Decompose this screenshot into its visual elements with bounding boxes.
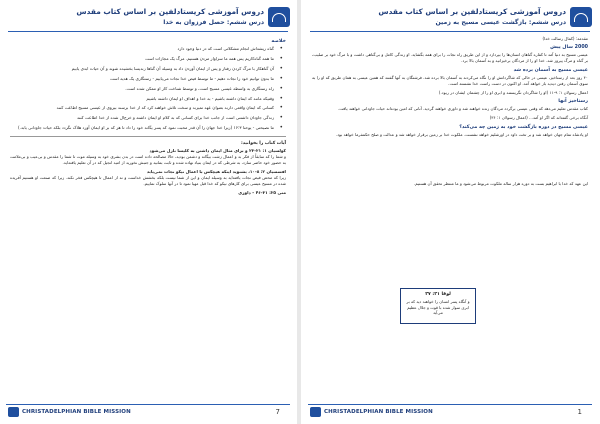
- summary-item: • ما همه گناه‌کاریم پس همه ما سزاوار مردن هستیم. مرگ یک مجازات است: [10, 56, 286, 62]
- paragraph: اعمال رسولان ۱: ۹-۱۱ (او را شاگردان نگریستند و ابری او را از چشمان ایشان در ربود.): [438, 90, 588, 96]
- summary-item: • زندگی جاودان داشتنی است از جانب خدا برای کسانی که به کلام او ایمان داشته و خرج‌ال شده از خدا اطاعت کنند: [10, 115, 286, 121]
- summary-item: • کسانی که ایمان واقعی دارند بعنوان عهد تمیزند و سخت تلاش خواهند کرد که از خدا برسند بیروی از عیسی مسیح اطاعت کنند: [10, 105, 286, 111]
- page-body: [10, 36, 286, 398]
- paragraph: زیرا که محض فیض نجات یافته‌اید به وسیله ایمان و این از شما نیست بلکه بخشش خداست و نه از اعمال تا هیچکس فخر نکند. زیرا که صنعت او هستیم آفریده شده در مسیح عیسی برای کارهای نیکو که خدا قبل مهیا نمود تا در آنها سلوک نماییم.: [10, 175, 286, 187]
- callout-reference: لوقا ۲۱: ۲۷: [425, 292, 451, 297]
- paragraph: ۴۰ روز بعد از رستاخیز، عیسی در حالی که شاگردانش او را نگاه می‌کردند به آسمان بالا برده شد. فرشتگان به آنها گفتند که همین عیسی به همان طریق که او را به سوی آسمان رفتن دیدید باز خواهد آمد. او اکنون در دست راست خدا نشسته است.: [312, 74, 588, 86]
- header-subtitle: درس ششم: بازگشت عیسی مسیح به زمین: [435, 19, 566, 26]
- summary-item: • گناه ریشه‌اش انجام مشکلاتی است که در دنیا وجود دارد: [10, 46, 286, 52]
- paragraph: کتاب مقدس تعلیم می‌دهد که وقتی عیسی برگردد مردگان زنده خواهند شد و داوری خواهند گردید. آنانی که امین بوده‌اند حیات جاودانی خواهند یافت.: [337, 106, 588, 112]
- section-heading: عیسی مسیح در دوره بازگشت خود به زمین چه می‌کند؟: [459, 124, 588, 130]
- box-spacer: [312, 141, 588, 181]
- paragraph: این عهد که خدا با ابراهیم بست به دوره هزار ساله ملکوت مربوط می‌شود و ما منتظر تحقق آن هستیم.: [413, 180, 588, 186]
- summary-item: • ما بدون توانیم خود را نجات دهیم - ما توسط فیض خدا نجات می‌یابیم - رستگاری یک هدیه است: [10, 76, 286, 82]
- verse-reference: کولسیان ۱: ۲۱-۲۳ و برای مثال ایمان داشتن به کلیسا نازل می‌شود: [149, 147, 286, 153]
- page-body: [312, 36, 588, 398]
- page-number: 7: [275, 408, 280, 416]
- summary-item: • وقتیکه مانند که ایمان داشته باشیم - به خدا و اهداف او ایمان داشته باشیم: [10, 96, 286, 102]
- paragraph: و شما را که سابقاً از فکر بد و اعمال زشت بیگانه و دشمن بودید، حالا مصالحه داده است در بدن بشری خود به وسیله موت تا شما را مقدس و بی‌عیب و بی‌ملامت به حضور خود حاضر سازد، به شرطی که در ایمان بنیاد نهاده شده و ثابت بمانید و جنبش نخورید از امید انجیل که در آن تعلیم یافته‌اید.: [10, 153, 286, 165]
- intro-text: مقدمه: (کمال رسالت خدا): [542, 36, 588, 41]
- summary-item: • راه رستگاری به واسطه عیسی مسیح است، و توسط شناخت کار او ممکن شده است.: [10, 86, 286, 92]
- verse-callout-box: [400, 288, 476, 324]
- summary-item: • ما نصیحتی - یوحنا ۱۶:۳ (زیرا خدا جهان را آن قدر محبت نمود که پسر یگانه خود را داد تا هر که بر او ایمان آورد هلاک نگردد بلکه حیات جاودانی یابد.): [10, 125, 286, 131]
- footer-rule: [308, 404, 592, 405]
- paragraph: او پادشاه تمام جهان خواهد شد و بر تخت داود در اورشلیم خواهد نشست. ملکوت خدا بر زمین برقرار خواهد شد و عدالت و صلح حکمفرما خواهد بود.: [335, 131, 588, 137]
- summary-item: • آن گناهکار با مرگ کردن رفتار و پس از ایمان آوردن داد به وسیله آن گناها زندیسا بخشیده شوند و آن حیات ابدی یابیم: [10, 66, 286, 72]
- summary-heading: خلاصه: [271, 39, 286, 44]
- summary-list: [10, 46, 286, 132]
- header-rule: [310, 31, 590, 32]
- section-heading: 2000 سال پیش: [550, 45, 588, 51]
- verse-reference: افسسیان ۲: ۸-۱۰، بشنوید اینکه هیچکس با اعمال نیکو نجات نمی‌یابد: [146, 169, 286, 175]
- header-subtitle: درس ششم: حصل فرزوان به خدا: [163, 19, 264, 26]
- section-heading: عیسی مسیح به آسمان برده شد: [513, 67, 588, 73]
- footer-rule: [6, 404, 290, 405]
- paragraph: عیسی مسیح به دنیا آمد تا کفاره گناهان انسان‌ها را بپردازد و از این طریق راه نجات را برای همه بگشاید. او زندگی کامل و بی‌گناهی داشت و با مرگ خود بر صلیب، بر گناه و مرگ پیروز شد. خدا او را از مردگان برخیزانید و به آسمان بالا برد.: [312, 52, 588, 64]
- document-page-left: [2, 2, 294, 420]
- divider: [10, 136, 286, 137]
- footer-logo-icon: [310, 407, 321, 417]
- page-gutter: [297, 0, 301, 424]
- footer-text: CHRISTADELPHIAN BIBLE MISSION: [324, 409, 433, 415]
- section-heading: رستاخیز آنها: [558, 99, 588, 105]
- footer-text: CHRISTADELPHIAN BIBLE MISSION: [22, 409, 131, 415]
- verse-reference: متی ۲۵: ۳۱-۴۶ – داوری: [238, 190, 286, 196]
- paragraph: آنگاه برخی گفته‌اند که اگر او آمد... (اعمال رسولان ۱: ۳۶): [489, 115, 588, 121]
- header-title: دروس آموزشی کریستادلفین بر اساس کتاب مقدس: [76, 7, 264, 16]
- header-title: دروس آموزشی کریستادلفین بر اساس کتاب مقدس: [378, 7, 566, 16]
- footer-logo-icon: [8, 407, 19, 417]
- page-footer: [2, 404, 294, 420]
- callout-text: و آنگاه پسر انسان را خواهند دید که بر ابری سوار شده با قوت و جلال عظیم می‌آید: [406, 299, 470, 316]
- page-header: [304, 4, 596, 34]
- page-header: [2, 4, 294, 34]
- page-footer: [304, 404, 596, 420]
- document-page-right: [304, 2, 596, 420]
- mission-logo-icon: [268, 7, 290, 27]
- header-rule: [8, 31, 288, 32]
- reading-heading: آیات کتاب را بخوانید:: [240, 140, 286, 146]
- page-number: 1: [577, 408, 582, 416]
- mission-logo-icon: [570, 7, 592, 27]
